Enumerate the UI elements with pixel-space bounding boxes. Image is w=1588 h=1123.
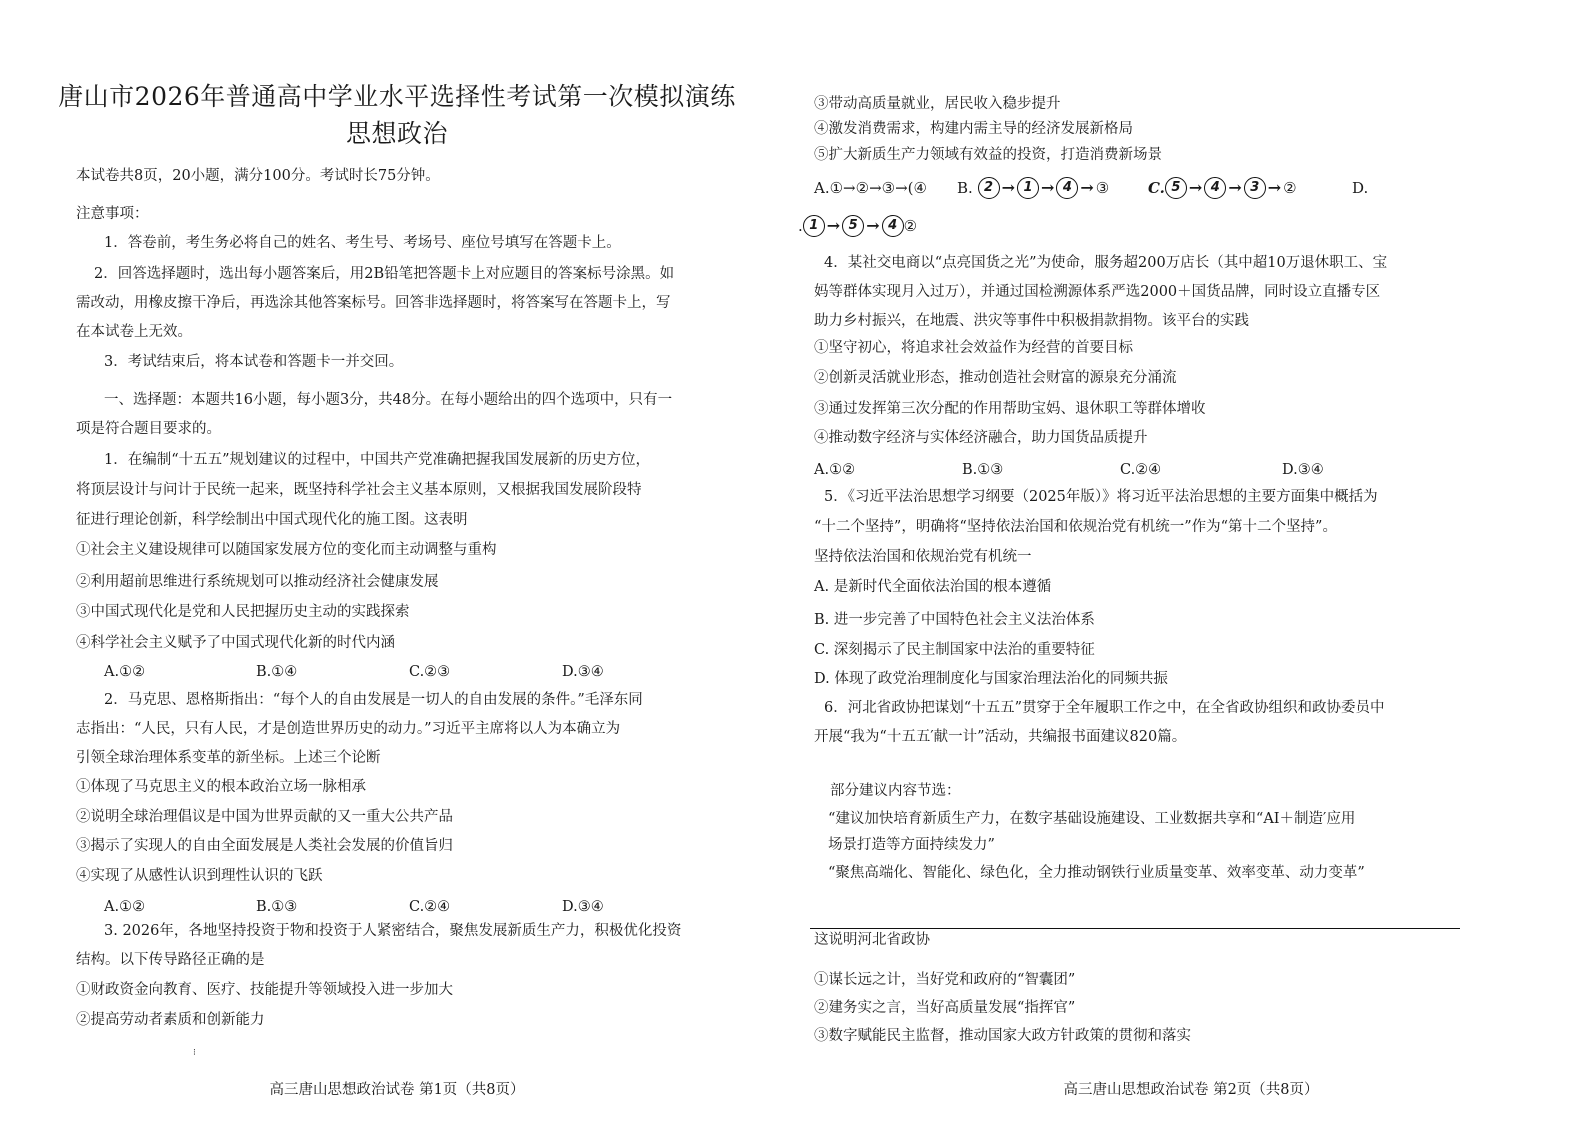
q3-d-step-4: ② — [903, 217, 918, 235]
q5-stem-line-1: 5．《习近平法治思想学习纲要（2025年版）》将习近平法治思想的主要方面集中概括为 — [824, 489, 1378, 505]
q3-c-step-1: 5 — [1165, 177, 1187, 199]
margin-mark: ⁝ — [193, 1048, 196, 1058]
q4-statement-1: ①坚守初心，将追求社会效益作为经营的首要目标 — [814, 340, 1133, 356]
note-2-line-3: 在本试卷上无效。 — [76, 324, 192, 340]
q6-excerpt-header: 部分建议内容节选： — [830, 783, 961, 799]
q4-option-b[interactable]: B.①③ — [962, 462, 1004, 478]
q3-b-step-3: 4 — [1056, 177, 1078, 199]
q5-option-c[interactable]: C. 深刻揭示了民主制国家中法治的重要特征 — [814, 642, 1095, 658]
q3-option-d-label-text: D. — [1352, 179, 1369, 197]
q3-c-step-3: 3 — [1244, 177, 1266, 199]
q1-stem-line-1: 1．在编制“十五五”规划建议的过程中，中国共产党准确把握我国发展新的历史方位， — [104, 452, 651, 468]
exam-intro: 本试卷共8页，20小题，满分100分。考试时长75分钟。 — [76, 168, 440, 184]
q3-d-step-2: 5 — [842, 215, 864, 237]
arrow-icon: → — [1040, 178, 1055, 197]
q3-stem-line-2: 结构。以下传导路径正确的是 — [76, 952, 265, 968]
section-1-line-1: 一、选择题：本题共16小题，每小题3分，共48分。在每小题给出的四个选项中，只有一 — [104, 392, 673, 408]
q1-option-b[interactable]: B.①④ — [256, 664, 298, 680]
q5-option-d[interactable]: D. 体现了政党治理制度化与国家治理法治化的同频共振 — [814, 671, 1168, 687]
divider — [810, 928, 1460, 929]
arrow-icon: → — [1001, 178, 1015, 197]
q3-statement-5: ⑤扩大新质生产力领域有效益的投资，打造消费新场景 — [814, 147, 1162, 163]
q4-stem-line-3: 助力乡村振兴，在地震、洪灾等事件中积极捐款捐物。该平台的实践 — [814, 313, 1249, 329]
q3-b-step-2: 1 — [1017, 177, 1039, 199]
q5-option-a[interactable]: A. 是新时代全面依法治国的根本遵循 — [814, 579, 1052, 595]
arrow-icon: → — [866, 216, 880, 235]
q2-statement-2: ②说明全球治理倡议是中国为世界贡献的又一重大公共产品 — [76, 809, 453, 825]
q3-statement-3: ③带动高质量就业，居民收入稳步提升 — [814, 96, 1061, 112]
q3-b-step-4: ③ — [1095, 179, 1110, 197]
q6-statement-3: ③数字赋能民主监督，推动国家大政方针政策的贯彻和落实 — [814, 1028, 1191, 1044]
arrow-icon: → — [1188, 178, 1203, 197]
q1-statement-2: ②利用超前思维进行系统规划可以推动经济社会健康发展 — [76, 574, 439, 590]
q5-option-b[interactable]: B. 进一步完善了中国特色社会主义法治体系 — [814, 612, 1095, 628]
q3-stem-line-1: 3. 2026年，各地坚持投资于物和投资于人紧密结合，聚焦发展新质生产力，积极优化投资 — [104, 923, 682, 939]
q3-option-b-label: B. — [957, 179, 973, 197]
q3-option-b[interactable] — [957, 175, 1109, 200]
q1-option-d[interactable]: D.③④ — [562, 664, 604, 680]
q1-statement-3: ③中国式现代化是党和人民把握历史主动的实践探索 — [76, 604, 410, 620]
q1-option-c[interactable]: C.②③ — [409, 664, 451, 680]
arrow-icon: → — [826, 216, 841, 235]
q6-stem-line-1: 6．河北省政协把谋划“十五五”贯穿于全年履职工作之中，在全省政协组织和政协委员中 — [824, 700, 1385, 716]
note-1: 1．答卷前，考生务必将自己的姓名、考生号、考场号、座位号填写在答题卡上。 — [104, 235, 621, 251]
arrow-icon: → — [1080, 178, 1094, 197]
q3-option-a[interactable] — [814, 175, 927, 200]
q3-option-d[interactable] — [798, 213, 917, 238]
exam-subject: 思想政治 — [345, 119, 448, 148]
q3-b-step-1: 2 — [978, 177, 1000, 199]
q4-stem-line-2: 妈等群体实现月入过万），并通过国检溯源体系严选2000＋国货品牌，同时设立直播专区 — [814, 284, 1381, 300]
note-3: 3．考试结束后，将本试卷和答题卡一并交回。 — [104, 354, 404, 370]
q3-option-a-text: A.①→②→③→(④ — [814, 179, 927, 197]
q2-stem-line-1: 2．马克思、恩格斯指出：“每个人的自由发展是一切人的自由发展的条件。”毛泽东同 — [104, 692, 643, 708]
q3-c-step-2: 4 — [1204, 177, 1226, 199]
q3-c-step-4: ② — [1283, 179, 1297, 197]
q1-stem-line-2: 将顶层设计与问计于民统一起来，既坚持科学社会主义基本原则，又根据我国发展阶段特 — [76, 482, 642, 498]
arrow-icon: → — [1228, 178, 1242, 197]
q2-statement-4: ④实现了从感性认识到理性认识的飞跃 — [76, 868, 323, 884]
q6-quote-1-line-2: 场景打造等方面持续发力” — [828, 837, 995, 853]
q3-option-d-label[interactable] — [1352, 175, 1368, 200]
q2-option-d[interactable]: D.③④ — [562, 899, 604, 915]
q3-d-step-3: 4 — [882, 215, 904, 237]
q1-option-a[interactable]: A.①② — [104, 664, 146, 680]
q3-statement-4: ④激发消费需求，构建内需主导的经济发展新格局 — [814, 121, 1133, 137]
q5-stem-line-3: 坚持依法治国和依规治党有机统一 — [814, 549, 1032, 565]
arrow-icon: → — [1267, 178, 1282, 197]
q2-option-b[interactable]: B.①③ — [256, 899, 298, 915]
notes-header: 注意事项： — [76, 206, 149, 222]
q4-option-c[interactable]: C.②④ — [1120, 462, 1162, 478]
q4-option-a[interactable]: A.①② — [814, 462, 856, 478]
q3-statement-1: ①财政资金向教育、医疗、技能提升等领域投入进一步加大 — [76, 982, 453, 998]
section-1-line-2: 项是符合题目要求的。 — [76, 421, 221, 437]
q2-stem-line-3: 引领全球治理体系变革的新坐标。上述三个论断 — [76, 750, 381, 766]
note-2-line-2: 需改动，用橡皮擦干净后，再选涂其他答案标号。回答非选择题时，将答案写在答题卡上，写 — [76, 295, 671, 311]
q1-statement-1: ①社会主义建设规律可以随国家发展方位的变化而主动调整与重构 — [76, 542, 497, 558]
q6-stem-line-2: 开展“我为“十五五′献一计”活动，共编报书面建议820篇。 — [814, 729, 1187, 745]
page-1-footer: 高三唐山思想政治试卷 第1页（共8页） — [269, 1082, 525, 1098]
q5-stem-line-2: “十二个坚持”，明确将“坚持依法治国和依规治党有机统一”作为“第十二个坚持”。 — [814, 519, 1337, 535]
q3-option-d-lead: . — [798, 217, 803, 235]
q3-option-c[interactable] — [1148, 175, 1297, 200]
q4-statement-4: ④推动数字经济与实体经济融合，助力国货品质提升 — [814, 430, 1148, 446]
q3-d-step-1: 1 — [803, 215, 825, 237]
q2-option-a[interactable]: A.①② — [104, 899, 146, 915]
q6-statement-1: ①谋长远之计，当好党和政府的“智囊团” — [814, 972, 1076, 988]
q2-stem-line-2: 志指出：“人民，只有人民，才是创造世界历史的动力。”习近平主席将以人为本确立为 — [76, 721, 621, 737]
q4-stem-line-1: 4．某社交电商以“点亮国货之光”为使命，服务超200万店长（其中超10万退休职工、宝 — [824, 255, 1388, 271]
q2-option-c[interactable]: C.②④ — [409, 899, 451, 915]
q3-option-c-label: C. — [1148, 179, 1165, 197]
q2-statement-1: ①体现了马克思主义的根本政治立场一脉相承 — [76, 779, 366, 795]
q4-statement-2: ②创新灵活就业形态，推动创造社会财富的源泉充分涌流 — [814, 370, 1177, 386]
q3-statement-2: ②提高劳动者素质和创新能力 — [76, 1012, 265, 1028]
q1-stem-line-3: 征进行理论创新，科学绘制出中国式现代化的施工图。这表明 — [76, 512, 468, 528]
q1-statement-4: ④科学社会主义赋予了中国式现代化新的时代内涵 — [76, 635, 395, 651]
q4-statement-3: ③通过发挥第三次分配的作用帮助宝妈、退休职工等群体增收 — [814, 401, 1206, 417]
q6-quote-1-line-1: “建议加快培育新质生产力，在数字基础设施建设、工业数据共享和“AI＋制造′应用 — [828, 811, 1356, 827]
q2-statement-3: ③揭示了实现人的自由全面发展是人类社会发展的价值旨归 — [76, 838, 453, 854]
q6-lead: 这说明河北省政协 — [814, 932, 930, 948]
page-2-footer: 高三唐山思想政治试卷 第2页（共8页） — [1063, 1082, 1319, 1098]
exam-title: 唐山市2026年普通高中学业水平选择性考试第一次模拟演练 — [58, 82, 736, 111]
note-2-line-1: 2．回答选择题时，选出每小题答案后，用2B铅笔把答题卡上对应题目的答案标号涂黑。如 — [94, 266, 675, 282]
q6-statement-2: ②建务实之言，当好高质量发展“指挥官” — [814, 1000, 1076, 1016]
q6-quote-2: “聚焦高端化、智能化、绿色化，全力推动钢铁行业质量变革、效率变革、动力变革” — [828, 865, 1365, 881]
q4-option-d[interactable]: D.③④ — [1282, 462, 1324, 478]
